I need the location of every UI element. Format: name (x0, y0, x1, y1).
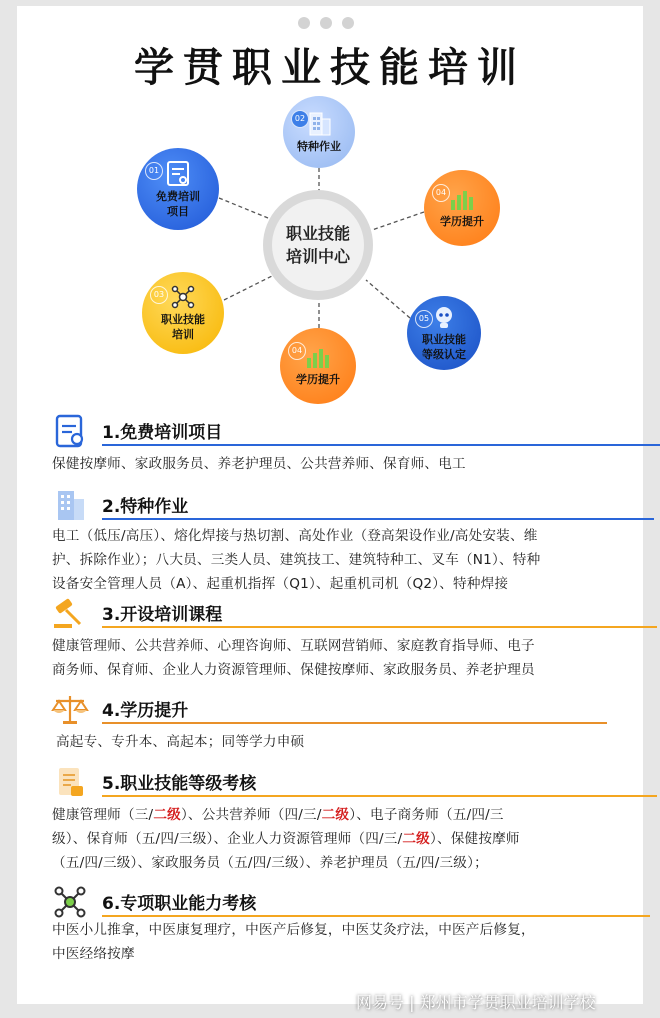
text-line: 商务师、保育师、企业人力资源管理师、保健按摩师、家政服务员、养老护理员 (52, 662, 535, 678)
node-number: 04 (432, 184, 450, 202)
section-2-body (52, 524, 622, 596)
text-seg: ）、电子商务师（五/四/三 (349, 807, 504, 823)
node-label-1: 学历提升 (440, 215, 484, 229)
building-icon (50, 488, 90, 522)
text-seg: ）、保健按摩师 (429, 831, 520, 847)
text-line: 护、拆除作业）；八大员、三类人员、建筑技工、建筑特种工、叉车（N1）、特种 (52, 552, 541, 568)
text-line: 健康管理师、公共营养师、心理咨询师、互联网营销师、家庭教育指导师、电子 (52, 638, 535, 654)
robot-icon (431, 304, 457, 330)
diagram-center (263, 190, 373, 300)
text-line: 高起专、专升本、高起本；同等学力申硕 (56, 734, 305, 750)
node-skill-certification (407, 296, 481, 370)
text-line: 设备安全管理人员（A）、起重机指挥（Q1）、起重机司机（Q2）、特种焊接 (52, 576, 509, 592)
section-underline (102, 444, 660, 446)
node-number: 03 (150, 286, 168, 304)
section-5-header (50, 765, 615, 799)
text-line: 电工（低压/高压）、熔化焊接与热切割、高处作业（登高架设作业/高处安装、维 (52, 528, 538, 544)
molecule-icon (50, 885, 90, 919)
gavel-icon (50, 596, 90, 630)
center-line1: 职业技能 (285, 223, 350, 243)
node-number: 02 (291, 110, 309, 128)
section-1-header (50, 414, 615, 448)
node-number: 05 (415, 310, 433, 328)
document-icon (50, 765, 90, 799)
bar-growth-icon (304, 344, 332, 370)
section-title: 1.免费培训项目 (102, 423, 223, 443)
center-line2: 培训中心 (285, 247, 350, 266)
section-title: 3.开设培训课程 (102, 605, 223, 625)
section-2-header (50, 488, 615, 522)
text-line: （五/四/三级）、家政服务员（五/四/三级）、养老护理员（五/四/三级）； (52, 855, 488, 871)
section-underline (102, 518, 654, 520)
text-line (52, 803, 622, 827)
node-vocational-training (142, 272, 224, 354)
node-label-2: 培训 (172, 327, 194, 341)
section-title: 4.学历提升 (102, 701, 189, 721)
building-icon (305, 109, 333, 137)
text-line: 中医小儿推拿，中医康复理疗，中医产后修复，中医艾灸疗法，中医产后修复， (52, 922, 535, 938)
node-label-1: 职业技能 (161, 312, 205, 326)
section-3-header (50, 596, 615, 630)
node-number: 04 (288, 342, 306, 360)
section-5-body (52, 803, 622, 875)
section-4-body (56, 730, 626, 754)
node-label-1: 学历提升 (296, 373, 340, 387)
section-1-body (52, 452, 622, 476)
text-line (52, 827, 622, 851)
node-free-training (137, 148, 219, 230)
node-education-upgrade-2 (280, 328, 356, 404)
section-underline (102, 722, 607, 724)
section-title: 6.专项职业能力考核 (102, 894, 257, 914)
text-line: 保健按摩师、家政服务员、养老护理员、公共营养师、保育师、电工 (52, 456, 466, 472)
node-label-1: 免费培训 (156, 189, 200, 203)
highlight-level: 二级 (153, 807, 181, 823)
network-icon (170, 284, 196, 310)
node-label-2: 等级认定 (422, 347, 466, 361)
section-underline (102, 795, 657, 797)
node-label-1: 职业技能 (422, 332, 466, 346)
highlight-level: 二级 (402, 831, 430, 847)
node-education-upgrade (424, 170, 500, 246)
section-underline (102, 626, 657, 628)
highlight-level: 二级 (321, 807, 350, 823)
section-6-header (50, 885, 615, 919)
node-label-2: 项目 (167, 204, 189, 218)
section-title: 5.职业技能等级考核 (102, 774, 257, 794)
text-seg: 健康管理师（三/ (52, 807, 154, 823)
text-line: 中医经络按摩 (52, 946, 135, 962)
bar-growth-icon (448, 186, 476, 212)
section-3-body (52, 634, 622, 682)
node-special-operations (283, 96, 355, 168)
section-underline (102, 915, 650, 917)
scales-icon (50, 692, 90, 726)
section-title: 2.特种作业 (102, 497, 189, 517)
section-4-header (50, 692, 615, 726)
text-seg: 级）、保育师（五/四/三级）、企业人力资源管理师（四/三/ (52, 831, 403, 847)
clipboard-icon (165, 159, 191, 187)
page-title: 学贯职业技能培训 (134, 45, 526, 91)
node-number: 01 (145, 162, 163, 180)
section-6-body (52, 918, 622, 966)
node-label-1: 特种作业 (297, 140, 341, 154)
text-seg: ）、公共营养师（四/三/ (180, 807, 322, 823)
watermark: 网易号 | 郑州市学贯职业培训学校 (356, 993, 596, 1012)
clipboard-check-icon (50, 414, 90, 448)
